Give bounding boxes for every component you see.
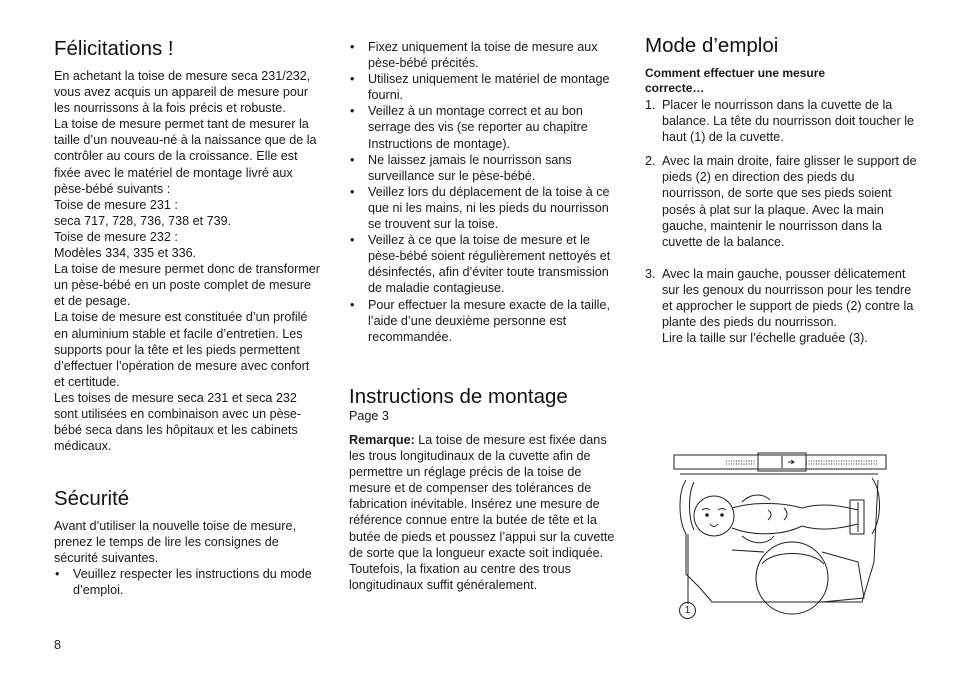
list-item xyxy=(645,153,920,250)
felicitations-body xyxy=(54,68,322,454)
list-item xyxy=(645,266,920,346)
felicitations-heading: Félicitations ! xyxy=(54,37,174,60)
emploi-heading: Mode d’emploi xyxy=(645,34,779,57)
montage-page-ref: Page 3 xyxy=(349,409,389,423)
felicitations-paragraph: Toise de mesure 231 : xyxy=(54,197,178,212)
montage-heading: Instructions de montage xyxy=(349,385,568,408)
felicitations-paragraph: seca 717, 728, 736, 738 et 739. xyxy=(54,213,232,228)
step-text: Avec la main droite, faire glisser le support de pieds (2) en direction des pieds du nourrisson, de sorte que ses pieds soient posés à plat sur la plaque. Avec la main gauche, maintenir le nourrisson dans la cuvette de la balance. xyxy=(662,154,917,249)
step-text: Placer le nourrisson dans la cuvette de la balance. La tête du nourrisson doit toucher le haut (1) de la cuvette. xyxy=(662,98,915,145)
list-item: • Pour effectuer la mesure exacte de la taille, l’aide d’une deuxième personne est recommandée. xyxy=(349,297,621,345)
emploi-steps xyxy=(645,97,920,354)
felicitations-paragraph: En achetant la toise de mesure seca 231/232, vous avez acquis un appareil de mesure pour les nourrissons à la fois précis et robuste. xyxy=(54,69,311,116)
securite-heading: Sécurité xyxy=(54,487,130,510)
step-number: 1. xyxy=(645,98,656,112)
step-text: Avec la main gauche, pousser délicatement sur les genoux du nourrisson pour les tendre et approcher le support de pieds (2) contre la plante des pieds du nourrisson. xyxy=(662,266,914,330)
felicitations-paragraph: La toise de mesure permet tant de mesurer la taille d’un nouveau-né à la naissance que de la contrôler au cours de la croissance. Elle est fixée avec le matériel de montage livré aux pèse-bébé suivants : xyxy=(54,117,317,196)
felicitations-paragraph: La toise de mesure est constituée d’un profilé en aluminium stable et facile d’entretien. Les supports pour la tête et les pieds permettent d’effectuer l’opération de mesure avec confort et certitude. xyxy=(54,310,310,389)
securite-body xyxy=(54,518,322,598)
felicitations-paragraph: Modèles 334, 335 et 336. xyxy=(54,246,197,261)
callout-1-label: 1 xyxy=(679,602,696,619)
remark-label: Remarque: xyxy=(349,433,415,447)
securite-list xyxy=(54,566,322,598)
list-item: • Veillez lors du déplacement de la toise à ce que ni les mains, ni les pieds du nourrisson se trouvent sur la toise. xyxy=(349,184,621,232)
list-item: • Veillez à ce que la toise de mesure et le pèse-bébé soient régulièrement nettoyés et désinfectés, afin d’éviter toute transmission de maladie contagieuse. xyxy=(349,232,621,296)
list-item: • Veillez à un montage correct et au bon serrage des vis (se reporter au chapitre Instructions de montage). xyxy=(349,103,621,151)
list-item: • Fixez uniquement la toise de mesure aux pèse-bébé précités. xyxy=(349,39,621,71)
montage-remark xyxy=(349,432,621,593)
remark-text: La toise de mesure est fixée dans les trous longitudinaux de la cuvette afin de permettre un réglage précis de la toise de mesure et de compenser des tolérances de fabrication inévitable. Insérez une mesure de référence connue entre la butée de tête et la butée de pieds et poussez l’appui sur la cuvette de sorte que la longueur exacte soit indiquée. Toutefois, la fixation au centre des trous longitudinaux suffit généralement. xyxy=(349,433,615,592)
list-item: • Utilisez uniquement le matériel de montage fourni. xyxy=(349,71,621,103)
infant-measurement-figure xyxy=(672,452,888,624)
felicitations-paragraph: Toise de mesure 232 : xyxy=(54,229,178,244)
list-item xyxy=(645,97,920,145)
securite-list-continued xyxy=(349,39,621,345)
step-number: 2. xyxy=(645,154,656,169)
list-item: • Ne laissez jamais le nourrisson sans surveillance sur le pèse-bébé. xyxy=(349,152,621,184)
emploi-subtitle: Comment effectuer une mesure correcte… xyxy=(645,66,826,95)
securite-intro: Avant d’utiliser la nouvelle toise de mesure, prenez le temps de lire les consignes de sécurité suivantes. xyxy=(54,519,296,566)
felicitations-paragraph: Les toises de mesure seca 231 et seca 232 sont utilisées en combinaison avec un pèse-bébé seca dans les hôpitaux et les cabinets médicaux. xyxy=(54,390,302,454)
felicitations-paragraph: La toise de mesure permet donc de transformer un pèse-bébé en un poste complet de mesure et de pesage. xyxy=(54,262,320,309)
list-item: • Veuillez respecter les instructions du mode d’emploi. xyxy=(54,566,322,598)
page-number: 8 xyxy=(54,638,62,652)
step-number: 3. xyxy=(645,266,656,281)
infant-measurement-drawing xyxy=(672,452,888,624)
step-extra: Lire la taille sur l’échelle graduée (3). xyxy=(662,331,868,346)
